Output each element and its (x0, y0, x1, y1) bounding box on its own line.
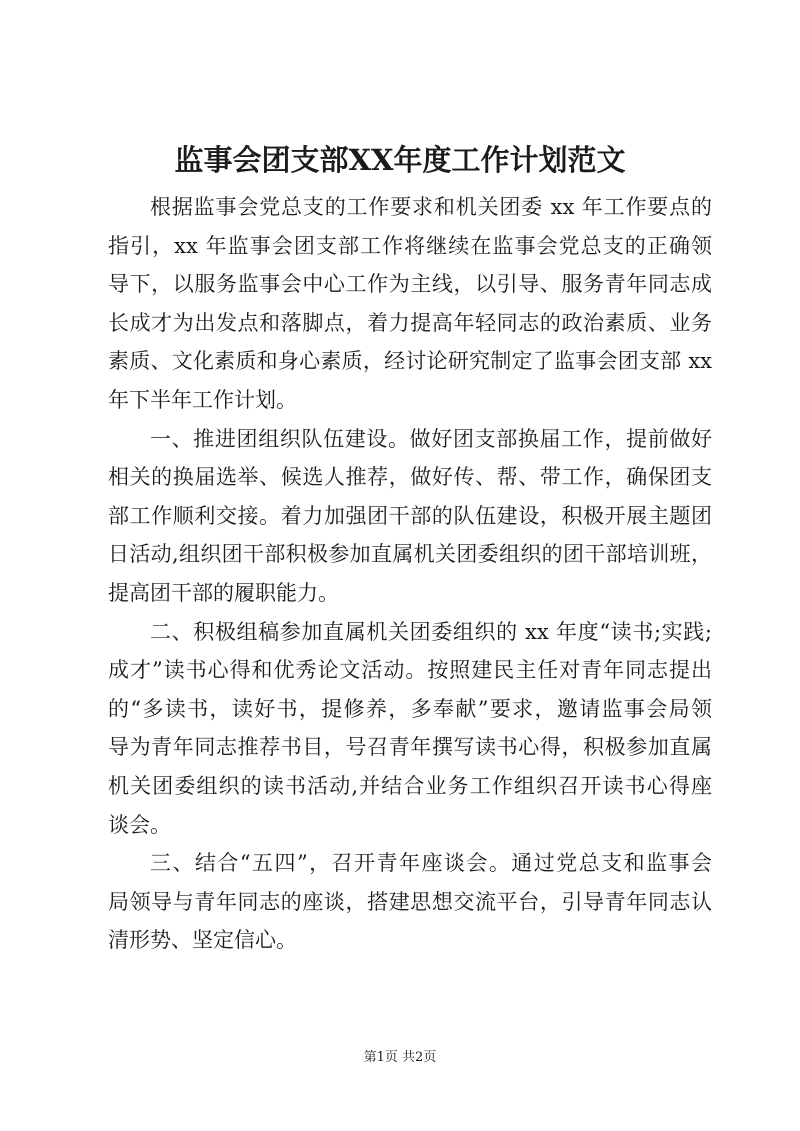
page-number: 第1页 共2页 (363, 1050, 437, 1065)
paragraph-line: 局领导与青年同志的座谈，搭建思想交流平台，引导青年同志认 (108, 889, 712, 914)
paragraph-line: 提高团干部的履职能力。 (108, 580, 339, 605)
paragraph-line: 成才”读书心得和优秀论文活动。按照建民主任对青年同志提出 (108, 658, 712, 683)
paragraph-line: 二、积极组稿参加直属机关团委组织的 xx 年度“读书;实践; (150, 619, 712, 644)
paragraph-line: 根据监事会党总支的工作要求和机关团委 xx 年工作要点的 (150, 195, 712, 219)
document-title: 监事会团支部XX年度工作计划范文 (174, 143, 626, 177)
paragraph-line: 机关团委组织的读书活动,并结合业务工作组织召开读书心得座 (108, 773, 712, 798)
document-body (108, 188, 712, 960)
paragraph-line: 谈会。 (108, 812, 171, 837)
paragraph-line: 清形势、坚定信心。 (108, 928, 297, 953)
paragraph-line: 导下，以服务监事会中心工作为主线，以引导、服务青年同志成 (108, 272, 712, 297)
paragraph-line: 一、推进团组织队伍建设。做好团支部换届工作，提前做好 (150, 426, 712, 451)
paragraph-line: 指引，xx 年监事会团支部工作将继续在监事会党总支的正确领 (108, 233, 712, 258)
paragraph-line: 的“多读书，读好书，提修养，多奉献”要求，邀请监事会局领 (108, 696, 712, 721)
paragraph-line: 日活动,组织团干部积极参加直属机关团委组织的团干部培训班， (108, 542, 712, 567)
paragraph-line: 年下半年工作计划。 (108, 387, 297, 412)
paragraph-line: 三、结合“五四”，召开青年座谈会。通过党总支和监事会 (150, 851, 712, 876)
paragraph-line: 部工作顺利交接。着力加强团干部的队伍建设，积极开展主题团 (108, 503, 712, 528)
paragraph-line: 长成才为出发点和落脚点，着力提高年轻同志的政治素质、业务 (108, 310, 712, 335)
paragraph-line: 导为青年同志推荐书目，号召青年撰写读书心得，积极参加直属 (108, 735, 712, 760)
paragraph-line: 素质、文化素质和身心素质，经讨论研究制定了监事会团支部 xx (108, 349, 712, 374)
paragraph-line: 相关的换届选举、候选人推荐，做好传、帮、带工作，确保团支 (108, 465, 712, 490)
